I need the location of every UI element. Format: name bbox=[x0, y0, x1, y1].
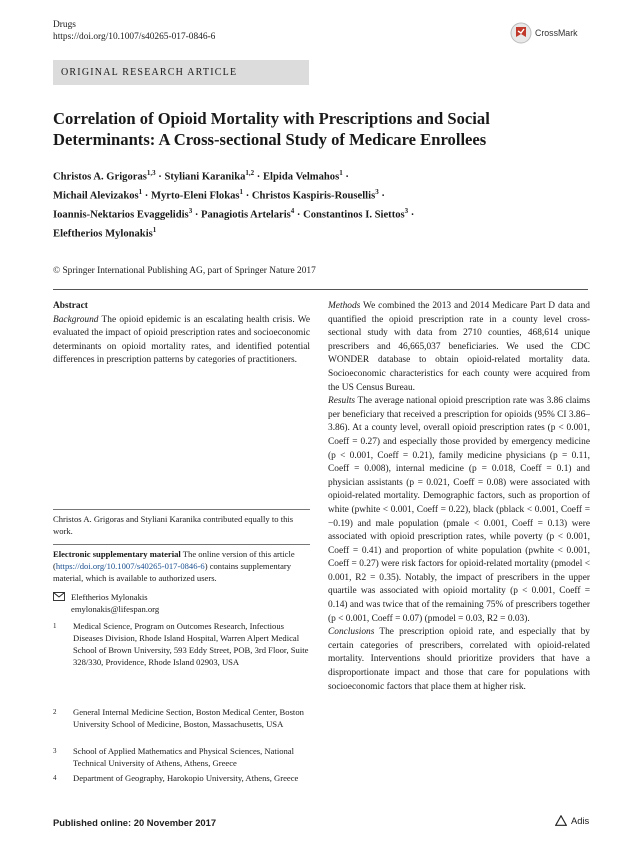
crossmark-badge[interactable] bbox=[510, 22, 590, 44]
abstract-left-column bbox=[53, 300, 310, 368]
copyright-notice: © Springer International Publishing AG, part of Springer Nature 2017 bbox=[53, 266, 316, 276]
esm-link[interactable]: https://doi.org/10.1007/s40265-017-0846-6 bbox=[55, 561, 205, 571]
author-affiliation-sup: 1,2 bbox=[245, 169, 255, 177]
corresponding-author: Eleftherios Mylonakis bbox=[71, 592, 148, 602]
author-affiliation-sup: 4 bbox=[290, 207, 295, 216]
affiliation-number: 4 bbox=[53, 774, 57, 782]
equal-contribution-note: Christos A. Grigoras and Styliani Karanika contributed equally to this work. bbox=[53, 514, 294, 536]
section-divider bbox=[53, 289, 588, 290]
abstract-results bbox=[328, 395, 590, 626]
author-affiliation-sup: 3 bbox=[188, 207, 193, 216]
affiliation-text: Department of Geography, Harokopio University, Athens, Greece bbox=[73, 773, 299, 783]
affiliation-number: 3 bbox=[53, 747, 57, 755]
author-name[interactable]: · Panagiotis Artelaris bbox=[192, 209, 291, 221]
methods-text: We combined the 2013 and 2014 Medicare Part D data and quantified the opioid prescription rate in a county level cross-sectional study with data from 2710 counties, 468,614 unique prescribers and 46,665,037 beneficiaries. We used the CDC WONDER database to obtain opioid-related mortality data. Socioeconomic characteristics for each county were acquired from the US Census Bureau. bbox=[328, 301, 590, 393]
affiliation-text: General Internal Medicine Section, Boston Medical Center, Boston University School of Medicine, Boston, Massachusetts, USA bbox=[73, 707, 304, 729]
doi-link[interactable]: https://doi.org/10.1007/s40265-017-0846-6 bbox=[53, 32, 216, 42]
affiliation-number: 1 bbox=[53, 622, 57, 630]
esm-label: Electronic supplementary material bbox=[53, 549, 181, 559]
author-affiliation-sup: 1 bbox=[138, 188, 143, 197]
crossmark-label: CrossMark bbox=[535, 28, 578, 38]
author-name[interactable]: Christos A. Grigoras bbox=[53, 171, 147, 183]
author-affiliation-sup: 3 bbox=[375, 188, 379, 197]
results-text: The average national opioid prescription rate was 3.86 claims per beneficiary that received a prescription for opioids (95% CI 3.86–3.86). At a county level, overall opioid prescription rates (p < 0.001, Coeff = 0.27) and especially those provided by emergency medicine (p < 0.001, Coeff = 0.21), family medicine physicians (p = 0.11, Coeff = 0.008), internal medicine (p = 0.018, Coeff = 0.1) and physician assistants (p = 0.021, Coeff = 0.08) were associated with opioid-related mortality. Demographic factors, such as proportion of white (pwhite < 0.001, Coeff = 0.22), black (pblack < 0.001, Coeff = −0.19) and male population (pmale < 0.001, Coeff = 0.13) were associated with opioid prescription rates, while poverty (p < 0.001, Coeff = 0.41) and proportion of white population (pwhite < 0.001, Coeff = 0.27) were risk factors for opioid-related mortality (pmodel < 0.001, R2 = 0.35). Notably, the impact of prescribers in the upper quartile was associated with opioid mortality (p < 0.001, Coeff = 0.14) and was twice that of the remaining 75% of prescribers together (p < 0.001, Coeff = 0.07) (pmodel = 0.03, R2 = 0.03). bbox=[328, 396, 590, 624]
abstract-heading: Abstract bbox=[53, 301, 88, 311]
correspondence-block bbox=[53, 591, 310, 615]
author-name[interactable]: Ioannis-Nektarios Evaggelidis bbox=[53, 209, 189, 221]
author-name[interactable]: · Styliani Karanika bbox=[155, 171, 246, 183]
journal-name: Drugs bbox=[53, 20, 76, 30]
publisher-name: Adis bbox=[571, 815, 590, 826]
author-name[interactable]: · Constantinos I. Siettos bbox=[294, 209, 405, 221]
abstract-right-column bbox=[328, 300, 590, 694]
author-separator: · bbox=[408, 209, 415, 221]
conclusions-text: The prescription opioid rate, and especially that by certain categories of prescribers, correlated with opioid-related mortality. Interventions should prioritize providers that have a disproportionate impact and those that care for populations with socioeconomic factors that place them at higher risk. bbox=[328, 627, 590, 692]
publisher-logo bbox=[555, 815, 589, 826]
article-title: Correlation of Opioid Mortality with Prescriptions and Social Determinants: A Cross-sectional Study of Medicare Enrollees bbox=[53, 109, 490, 149]
author-affiliation-sup: 1 bbox=[339, 169, 343, 177]
author-name[interactable]: · Christos Kaspiris-Rousellis bbox=[243, 190, 376, 202]
footnote-divider bbox=[53, 544, 310, 545]
author-separator: · bbox=[378, 190, 385, 202]
author-affiliation-sup: 1,3 bbox=[146, 169, 156, 177]
author-name[interactable]: · Myrto-Eleni Flokas bbox=[142, 190, 240, 202]
esm-text-after: ) contains supplementary material, which is available to authorized users. bbox=[53, 561, 292, 583]
supplementary-material-note bbox=[53, 548, 310, 584]
affiliation-item bbox=[53, 745, 310, 769]
affiliation-item bbox=[53, 620, 310, 668]
abstract-background bbox=[53, 314, 310, 368]
author-name[interactable]: · Elpida Velmahos bbox=[254, 171, 340, 183]
author-list bbox=[53, 166, 593, 242]
corresponding-email[interactable]: emylonakis@lifespan.org bbox=[71, 604, 160, 614]
footnote-divider bbox=[53, 509, 310, 510]
adis-triangle-icon bbox=[555, 815, 567, 826]
abstract-conclusions bbox=[328, 626, 590, 694]
author-affiliation-sup: 1 bbox=[239, 188, 244, 197]
author-affiliation-sup: 3 bbox=[404, 207, 409, 216]
affiliation-item bbox=[53, 706, 310, 730]
background-label: Background bbox=[53, 314, 99, 325]
author-name[interactable]: Michail Alevizakos bbox=[53, 190, 139, 202]
author-affiliation-sup: 1 bbox=[152, 226, 157, 235]
background-text: The opioid epidemic is an escalating health crisis. We evaluated the impact of opioid prescription rates and socioeconomic determinants on opioid mortality rates, and identified potential differences in prescription patterns by categories of practitioners. bbox=[53, 314, 310, 366]
abstract-methods bbox=[328, 300, 590, 395]
affiliation-text: School of Applied Mathematics and Physical Sciences, National Technical University of Athens, Athens, Greece bbox=[73, 746, 295, 768]
envelope-icon[interactable] bbox=[53, 592, 65, 601]
author-separator: · bbox=[342, 171, 349, 183]
affiliation-item bbox=[53, 772, 310, 784]
results-label: Results bbox=[328, 396, 356, 407]
affiliation-number: 2 bbox=[53, 708, 57, 716]
conclusions-label: Conclusions bbox=[328, 627, 375, 638]
crossmark-icon bbox=[510, 22, 532, 44]
author-name[interactable]: Eleftherios Mylonakis bbox=[53, 228, 153, 240]
article-type-banner: ORIGINAL RESEARCH ARTICLE bbox=[53, 60, 309, 85]
esm-text: The online version of this article ( bbox=[53, 549, 295, 571]
published-date: Published online: 20 November 2017 bbox=[53, 817, 217, 828]
affiliation-text: Medical Science, Program on Outcomes Research, Infectious Diseases Division, Rhode Island Hospital, Warren Alpert Medical School of Brown University, 593 Eddy Street, POB, 3rd Floor, Suite 328/330, Providence, Rhode Island 02903, USA bbox=[73, 621, 309, 667]
methods-label: Methods bbox=[328, 301, 361, 311]
